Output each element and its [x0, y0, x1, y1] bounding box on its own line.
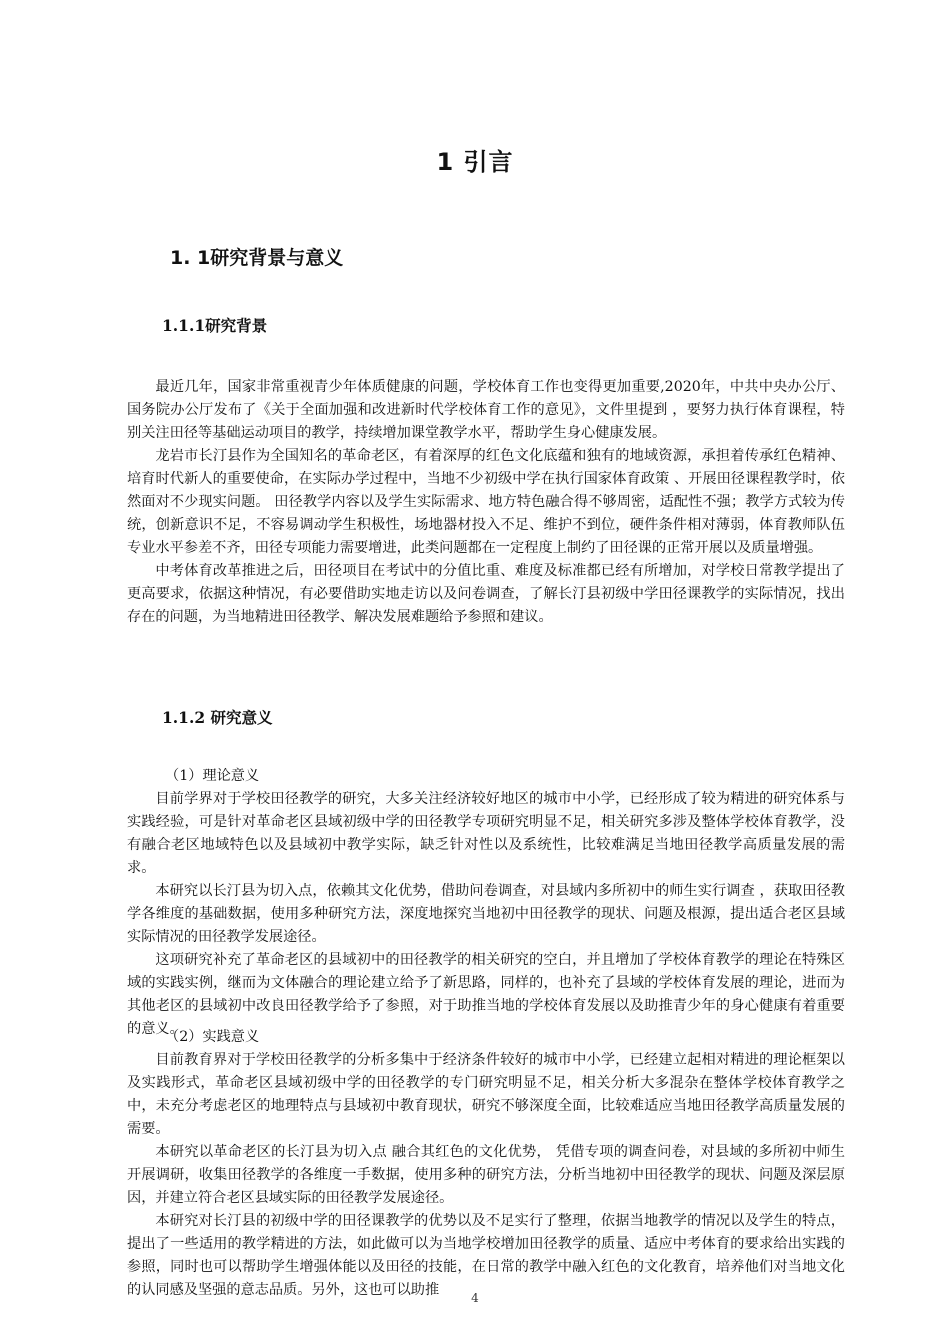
paragraph: 目前教育界对于学校田径教学的分析多集中于经济条件较好的城市中小学，已经建立起相对精进的理论框架以及实践形式，革命老区县域初级中学的田径教学的专门研究明显不足，相关分析大多混杂在整体学校体育教学之中，未充分考虑老区的地理特点与县域初中教育现状，研究不够深度全面，比较难适应当地田径教学高质量发展的需要。 — [127, 1052, 845, 1137]
paragraph: 本研究以长汀县为切入点，依赖其文化优势，借助问卷调查，对县域内多所初中的师生实行调查 ，获取田径教学各维度的基础数据，使用多种研究方法，深度地探究当地初中田径教学的现状、问题及根源，提出适合老区县域实际情况的田径教学发展途径。 — [127, 883, 845, 945]
paragraph: 中考体育改革推进之后，田径项目在考试中的分值比重、难度及标准都已经有所增加，对学校日常教学提出了更高要求，依据这种情况，有必要借助实地走访以及问卷调查，了解长汀县初级中学田径课教学的实际情况，找出存在的问题，为当地精进田径教学、解决发展难题给予参照和建议。 — [127, 563, 845, 625]
paragraph: 目前学界对于学校田径教学的研究，大多关注经济较好地区的城市中小学，已经形成了较为精进的研究体系与实践经验，可是针对革命老区县域初级中学的田径教学专项研究明显不足，相关研究多涉及整体学校体育教学，没有融合老区地域特色以及县域初中教学实际，缺乏针对性以及系统性，比较难满足当地田径教学高质量发展的需求。 — [127, 791, 845, 876]
chapter-title: 1 引言 — [436, 148, 514, 176]
subsection-heading-background: 1.1.1研究背景 — [162, 316, 268, 335]
paragraph: 这项研究补充了革命老区的县域初中的田径教学的相关研究的空白，并且增加了学校体育教学的理论在特殊区域的实践实例，继而为文体融合的理论建立给予了新思路，同样的，也补充了县域的学校体育发展的理论，进而为其他老区的县域初中改良田径教学给予了参照，对于助推当地的学校体育发展以及助推青少年的身心健康有着重要的意义。 — [127, 952, 845, 1037]
subsection-heading-significance: 1.1.2 研究意义 — [162, 708, 273, 727]
section-heading: 1. 1研究背景与意义 — [170, 247, 344, 269]
paragraph: 本研究对长汀县的初级中学的田径课教学的优势以及不足实行了整理，依据当地教学的情况以及学生的特点，提出了一些适用的教学精进的方法，如此做可以为当地学校增加田径教学的质量、适应中考体育的要求给出实践的参照，同时也可以帮助学生增强体能以及田径的技能，在日常的教学中融入红色的文化教育，培养他们对当地文化的认同感及坚强的意志品质。另外，这也可以助推 — [127, 1213, 845, 1298]
practice-label: （2）实践意义 — [165, 1029, 260, 1045]
paragraph: 龙岩市长汀县作为全国知名的革命老区，有着深厚的红色文化底蕴和独有的地域资源，承担着传承红色精神、培育时代新人的重要使命，在实际办学过程中，当地不少初级中学在执行国家体育政策 、开展田径课程教学时，依然面对不少现实问题。 田径教学内容以及学生实际需求、地方特色融合得不够周密，适配性不强；教学方式较为传统，创新意识不足，不容易调动学生积极性，场地器材投入不足、维护不到位，硬件条件相对薄弱，体育教师队伍专业水平参差不齐，田径专项能力需要增进，此类问题都在一定程度上制约了田径课的正常开展以及质量增强。 — [127, 448, 845, 556]
paragraph: 最近几年，国家非常重视青少年体质健康的问题，学校体育工作也变得更加重要,2020年，中共中央办公厅、国务院办公厅发布了《关于全面加强和改进新时代学校体育工作的意见》，文件里提到 ，要努力执行体育课程，特别关注田径等基础运动项目的教学，持续增加课堂教学水平，帮助学生身心健康发展。 — [127, 379, 845, 441]
practice-body — [127, 1049, 845, 1302]
theory-label: （1）理论意义 — [165, 768, 260, 784]
theory-body — [127, 788, 845, 1041]
background-body — [127, 376, 845, 629]
paragraph: 本研究以革命老区的长汀县为切入点 融合其红色的文化优势， 凭借专项的调查问卷，对县域的多所初中师生开展调研，收集田径教学的各维度一手数据，使用多种的研究方法，分析当地初中田径教学的现状、问题及深层原因，并建立符合老区县域实际的田径教学发展途径。 — [127, 1144, 845, 1206]
page-number: 4 — [471, 1291, 479, 1305]
